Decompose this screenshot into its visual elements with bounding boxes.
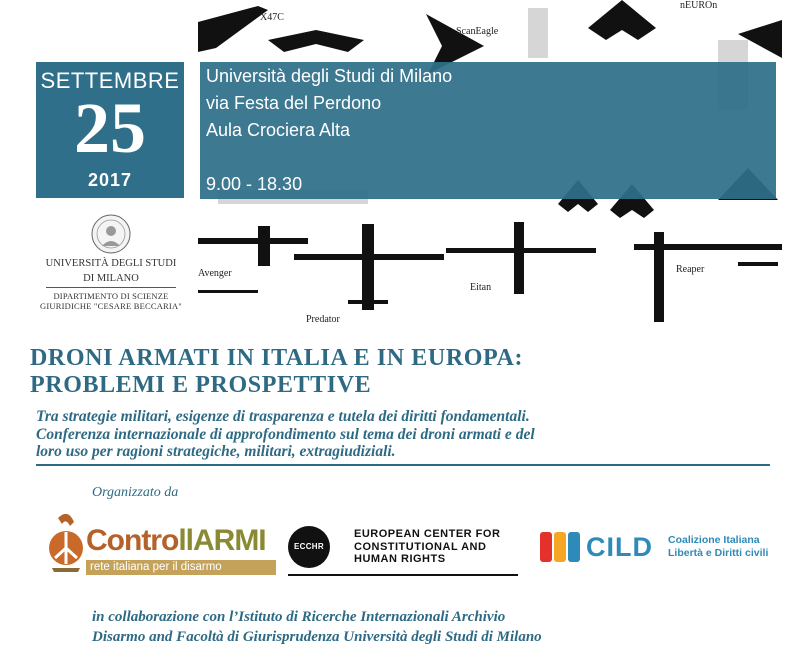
drone-label-avenger: Avenger <box>198 268 232 279</box>
collaboration-text <box>92 607 542 647</box>
event-date-box <box>36 62 184 198</box>
event-month: SETTEMBRE <box>40 68 180 93</box>
university-name-line1: UNIVERSITÀ DEGLI STUDI <box>45 258 177 269</box>
title-line2: PROBLEMI E PROSPETTIVE <box>30 372 372 398</box>
drone-silhouette <box>198 6 268 52</box>
ecchr-name <box>354 528 500 566</box>
department-line1: DIPARTIMENTO DI SCIENZE <box>53 291 169 301</box>
cild-logo <box>540 530 780 566</box>
university-name-line2: DI MILANO <box>83 273 139 284</box>
page-title <box>30 345 770 399</box>
university-logo <box>28 214 194 311</box>
drone-silhouette <box>198 238 308 244</box>
ecchr-name-line2: CONSTITUTIONAL AND <box>354 540 487 553</box>
cild-bars-icon <box>540 532 582 562</box>
ecchr-underline <box>288 574 518 576</box>
ecchr-name-line3: HUMAN RIGHTS <box>354 553 446 565</box>
controllarmi-wordmark: ControllARMI <box>86 524 266 557</box>
ecchr-badge: ECCHR <box>288 526 330 568</box>
controllarmi-logo <box>44 508 280 580</box>
page-subtitle <box>36 408 776 461</box>
drone-label-scaneagle: ScanEagle <box>456 26 499 37</box>
drone-silhouette <box>588 0 656 40</box>
venue-university: Università degli Studi di Milano <box>206 66 453 86</box>
cild-tagline <box>668 534 768 560</box>
cild-tagline-line1: Coalizione Italiana <box>668 534 760 546</box>
drone-label-reaper: Reaper <box>676 264 705 275</box>
venue-street: via Festa del Perdono <box>206 93 382 113</box>
event-day: 25 <box>74 88 146 168</box>
drone-label-x47c: X47C <box>260 12 284 23</box>
divider <box>46 287 176 288</box>
ecchr-name-line1: EUROPEAN CENTER FOR <box>354 528 501 540</box>
university-seal-icon <box>91 214 131 254</box>
drone-silhouette <box>268 30 364 52</box>
event-year: 2017 <box>87 170 133 190</box>
organized-by-label: Organizzato da <box>92 485 179 500</box>
title-line1: DRONI ARMATI IN ITALIA E IN EUROPA: <box>30 345 524 371</box>
subtitle-line1: Tra strategie militari, esigenze di trasparenza e tutela dei diritti fondamentali. <box>36 408 530 425</box>
section-divider <box>36 464 770 466</box>
venue-room: Aula Crociera Alta <box>206 120 351 140</box>
drone-label-predator: Predator <box>306 314 340 325</box>
drone-label-neuron: nEUROn <box>680 0 718 11</box>
venue-time: 9.00 - 18.30 <box>206 174 303 194</box>
subtitle-line2: Conferenza internazionale di approfondimento sul tema dei droni armati e del <box>36 425 535 443</box>
drone-label-eitan: Eitan <box>470 282 492 293</box>
department-line2: GIURIDICHE "CESARE BECCARIA" <box>40 301 182 311</box>
controllarmi-tagline: rete italiana per il disarmo <box>86 560 276 575</box>
cild-wordmark: CILD <box>586 532 653 562</box>
controllarmi-peace-icon <box>44 508 88 580</box>
cild-tagline-line2: Libertà e Diritti civili <box>668 547 769 559</box>
collaboration-line2: Disarmo and Facoltà di Giurisprudenza Università degli Studi di Milano <box>92 629 542 645</box>
subtitle-line3: loro uso per ragioni strategiche, militari, extragiudiziali. <box>36 443 396 460</box>
collaboration-line1: in collaborazione con l’Istituto di Ricerche Internazionali Archivio <box>92 609 506 625</box>
ecchr-logo <box>288 524 518 578</box>
venue-band <box>200 62 776 199</box>
